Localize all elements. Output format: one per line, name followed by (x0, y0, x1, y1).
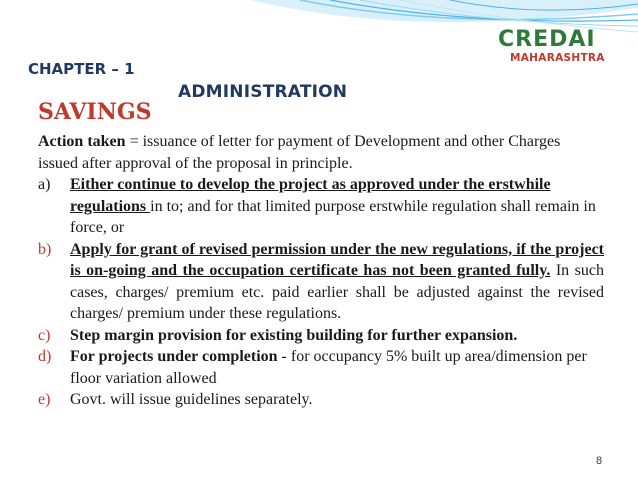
list-marker-c: c) (38, 326, 51, 344)
list-item-a (38, 174, 604, 239)
intro-label: Action taken (38, 133, 126, 150)
list-item-a-bold: Either continue to develop the project as approved under the erstwhile regulations (70, 176, 551, 215)
list-item-d-bold: For projects under completion (70, 348, 278, 365)
list-item-c-bold: Step margin provision for existing building for further expansion. (70, 326, 518, 344)
logo-main-text: CREDAI (498, 27, 596, 52)
intro-text: = issuance of letter for payment of Development and other Charges issued after approval of the proposal in principle. (38, 133, 561, 172)
chapter-heading: CHAPTER – 1 (28, 60, 135, 78)
slide-body (38, 131, 604, 411)
section-title: SAVINGS (38, 99, 152, 125)
intro-paragraph (38, 131, 604, 174)
list-item-b-text: In such cases, charges/ premium etc. paid earlier shall be adjusted against the revised charges/ premium under these regulations. (70, 262, 604, 322)
list-item-b-bold: Apply for grant of revised permission under the new regulations, if the project is on-going and the occupation certificate has not been granted fully. (70, 240, 604, 279)
list-item-a-text: in to; and for that limited purpose erstwhile regulation shall remain in force, or (70, 197, 596, 236)
list-marker-a: a) (38, 176, 51, 193)
administration-heading: ADMINISTRATION (178, 82, 348, 102)
list-marker-b: b) (38, 240, 52, 258)
page-number: 8 (596, 455, 603, 467)
list-item-e-text: Govt. will issue guidelines separately. (70, 391, 313, 408)
list-item-e (38, 389, 604, 411)
list-item-c (38, 325, 604, 347)
credai-logo (498, 28, 632, 70)
list-marker-d: d) (38, 348, 52, 365)
logo-sub-text: MAHARASHTRA (510, 52, 605, 64)
list-item-b (38, 239, 604, 325)
list-marker-e: e) (38, 391, 51, 408)
list-item-d (38, 346, 604, 389)
list-item-d-text: - for occupancy 5% built up area/dimension per floor variation allowed (70, 348, 587, 387)
